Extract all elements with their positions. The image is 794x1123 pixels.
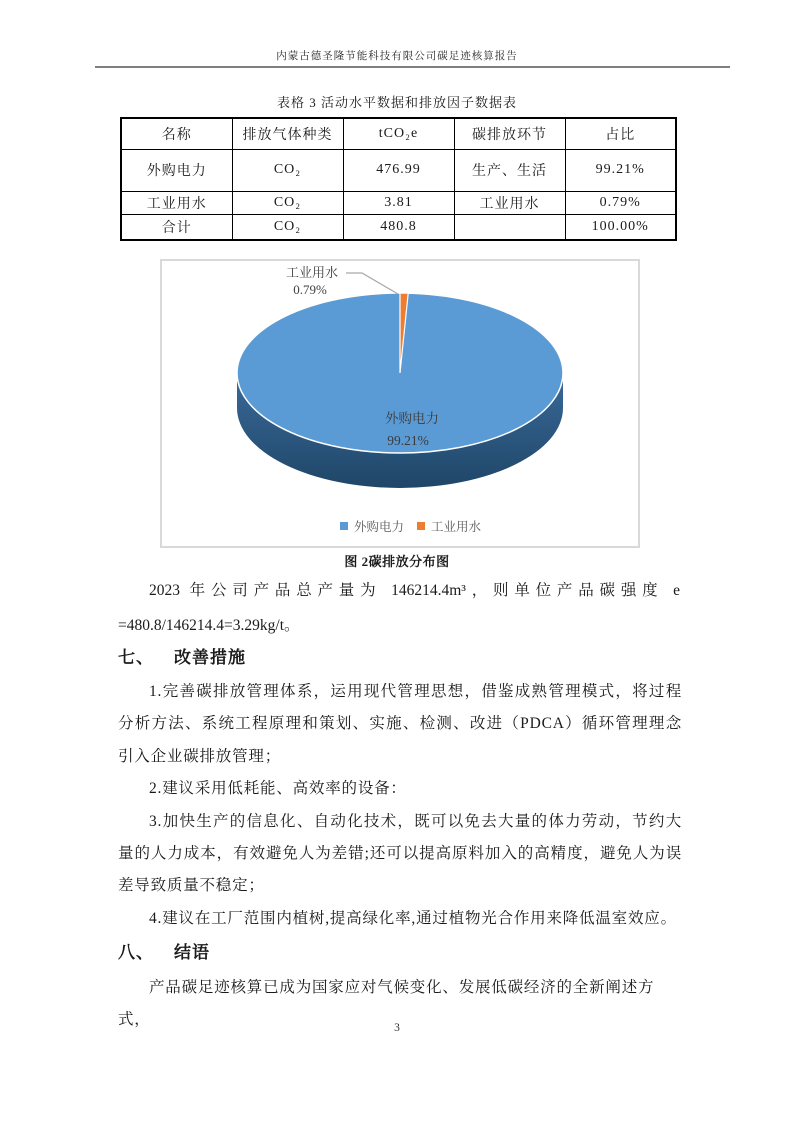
section7-title: 改善措施: [174, 648, 246, 667]
improvement-item-2: 2.建议采用低耗能、高效率的设备：: [149, 780, 407, 798]
table-row: [121, 191, 676, 214]
col-header-gas: 排放气体种类: [232, 118, 343, 149]
pie-chart: [162, 261, 638, 546]
figure-caption: 图 2碳排放分布图: [344, 554, 450, 569]
page-header-title: 内蒙古德圣隆节能科技有限公司碳足迹核算报告: [276, 51, 518, 62]
legend-swatch-water: [417, 522, 425, 530]
callout-label-water: 工业用水: [285, 265, 339, 280]
improvement-item-4: 4.建议在工厂范围内植树,提高绿化率,通过植物光合作用来降低温室效应。: [149, 909, 677, 927]
col-header-share: 占比: [565, 118, 676, 149]
pie-chart-frame: [160, 259, 640, 548]
callout-leader-line: [346, 273, 398, 294]
table-row: [121, 214, 676, 240]
slice-value-electricity: 99.21%: [387, 433, 429, 448]
section7-number: 七、: [118, 648, 154, 667]
slice-label-electricity: 外购电力: [385, 411, 439, 426]
legend-label-electricity: 外购电力: [354, 520, 405, 534]
production-line1-text: 2023 年公司产品总产量为 146214.4m³，则单位产品碳强度 e: [149, 582, 680, 599]
legend-swatch-electricity: [340, 522, 348, 530]
section8-number: 八、: [118, 943, 154, 962]
page-number: 3: [394, 1022, 400, 1034]
cell-tco2e: 480.8: [343, 214, 454, 240]
cell-gas: CO₂: [232, 149, 343, 191]
cell-share: 0.79%: [565, 191, 676, 214]
cell-tco2e: 3.81: [343, 191, 454, 214]
callout-value-water: 0.79%: [293, 282, 327, 297]
table-row: [121, 149, 676, 191]
cell-share: 99.21%: [565, 149, 676, 191]
table-header-row: [121, 118, 676, 149]
cell-gas: CO₂: [232, 214, 343, 240]
cell-stage: [454, 214, 565, 240]
cell-name: 工业用水: [121, 191, 232, 214]
header-divider: [95, 66, 730, 68]
cell-stage: 生产、生活: [454, 149, 565, 191]
cell-name: 外购电力: [121, 149, 232, 191]
emission-data-table: [120, 117, 677, 241]
col-header-tco2e: tCO₂e: [343, 118, 454, 149]
cell-tco2e: 476.99: [343, 149, 454, 191]
improvement-item-3: 3.加快生产的信息化、自动化技术，既可以免去大量的体力劳动，节约大量的人力成本，有效避免人为差错;还可以提高原料加入的高精度，避免人为误差导致质量不稳定；: [118, 812, 682, 895]
section7-heading: [118, 643, 246, 668]
section8-heading: [118, 938, 210, 963]
conclusion-paragraph: 产品碳足迹核算已成为国家应对气候变化、发展低碳经济的全新阐述方式，: [118, 979, 655, 1029]
production-line1: [118, 573, 680, 608]
col-header-stage: 碳排放环节: [454, 118, 565, 149]
improvement-items: [118, 676, 682, 935]
cell-share: 100.00%: [565, 214, 676, 240]
cell-name: 合计: [121, 214, 232, 240]
cell-stage: 工业用水: [454, 191, 565, 214]
table-title: 表格 3 活动水平数据和排放因子数据表: [276, 95, 517, 110]
col-header-name: 名称: [121, 118, 232, 149]
section8-title: 结语: [174, 943, 210, 962]
cell-gas: CO₂: [232, 191, 343, 214]
production-line2: =480.8/146214.4=3.29kg/t。: [118, 617, 300, 634]
improvement-item-1: 1.完善碳排放管理体系，运用现代管理思想，借鉴成熟管理模式，将过程分析方法、系统工程原理和策划、实施、检测、改进（PDCA）循环管理理念引入企业碳排放管理；: [118, 683, 682, 765]
legend-label-water: 工业用水: [431, 520, 482, 534]
production-paragraph: [118, 573, 680, 643]
